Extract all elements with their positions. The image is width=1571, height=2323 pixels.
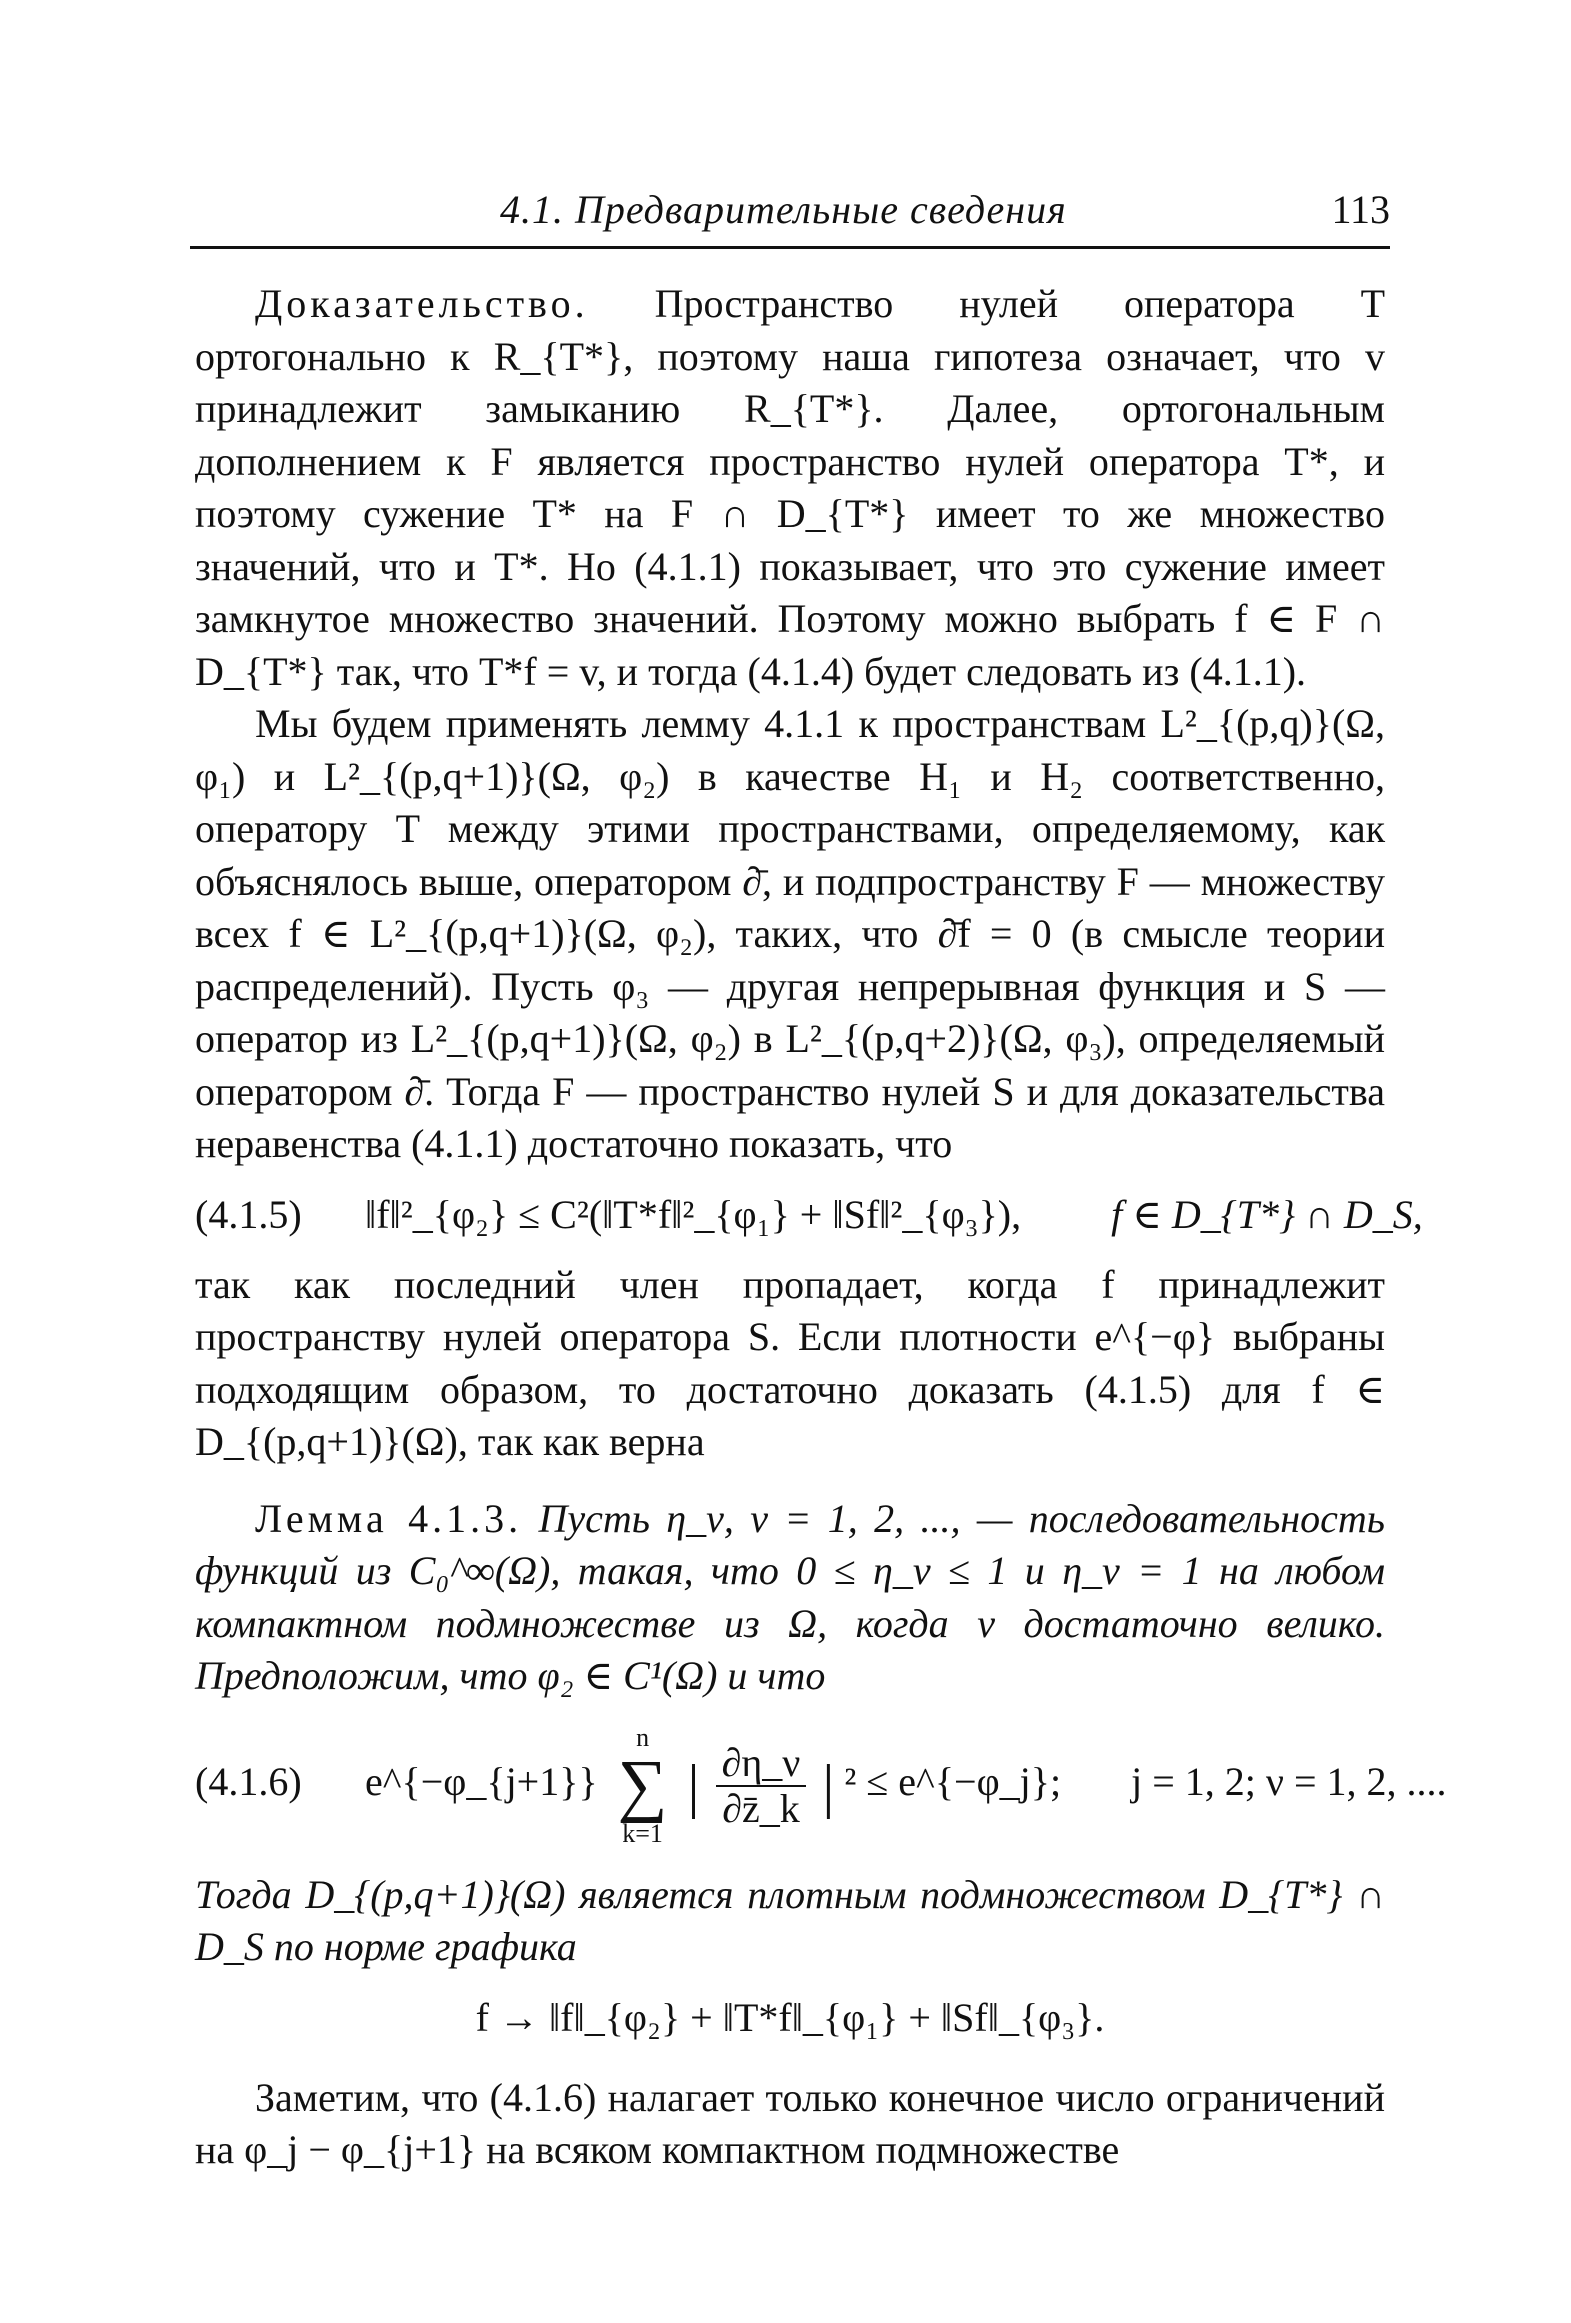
sigma-icon: ∑ [617,1746,668,1824]
proof-paragraph [195,278,1385,698]
sum-lower-limit: k=1 [622,1818,663,1848]
summation-symbol [617,1722,668,1848]
proof-lead: Доказательство. [255,281,589,326]
equation-rest: ² ≤ e^{−φ_j}; [844,1758,1062,1804]
equation-label: (4.1.5) [195,1191,302,1237]
partial-fraction [716,1741,807,1831]
graph-norm-formula: f → ‖f‖_{φ₂} + ‖T*f‖_{φ₁} + ‖Sf‖_{φ₃}. [475,1994,1105,2040]
equation-4-1-5 [195,1185,1423,1245]
sum-upper-limit: n [636,1722,650,1752]
lemma-paragraph [195,1493,1385,1703]
lemma-conclusion: Тогда D_{(p,q+1)}(Ω) является плотным подмножеством D_{T*} ∩ D_S по норме графика [195,1871,1385,1969]
lemma-lead: Лемма 4.1.3. [255,1495,523,1541]
equation-tail: j = 1, 2; ν = 1, 2, .... [1131,1758,1447,1804]
equation-4-1-6: (4.1.6) e^{−φ_{j+1}} n ∑ k=1 | $\frac{\partial\eta\_\nu}{\partial z̄\_k}$ | ² ≤ e^{−φ_j}; j = 1, 2; ν = 1, 2, .... [195,1722,1447,1848]
remark-paragraph: Заметим, что (4.1.6) налагает только конечное число ограничений на φ_j − φ_{j+1} на всяком компактном подмножестве [195,2074,1385,2172]
equation-formula: ‖f‖²_{φ₂} ≤ C²(‖T*f‖²_{φ₁} + ‖Sf‖²_{φ₃}), [365,1191,1022,1237]
lemma-text: Пусть η_ν, ν = 1, 2, ..., — последовательность функций из C₀^∞(Ω), такая, что 0 ≤ η_ν ≤ 1 и η_ν = 1 на любом компактном подмножестве из Ω, когда ν достаточно велико. Предположим, что φ₂ ∈ C¹(Ω) и что [195,1495,1385,1698]
equation-prefix: e^{−φ_{j+1}} [365,1758,598,1804]
page-body [195,278,1447,2177]
proof-text: Пространство нулей оператора T ортогонально к R_{T*}, поэтому наша гипотеза означает, что v принадлежит замыканию R_{T*}. Далее, ортогональным дополнением к F является пространство нулей оператора T*, и поэтому сужение T* на F ∩ D_{T*} имеет то же множество значений, что и T*. Но (4.1.1) показывает, что это сужение имеет замкнутое множество значений. Поэтому можно выбрать f ∈ F ∩ D_{T*} так, что T*f = v, и тогда (4.1.4) будет следовать из (4.1.1). [195,281,1385,694]
page-header [190,186,1390,246]
fraction-denominator: ∂z̄_k [722,1785,800,1831]
density-paragraph: так как последний член пропадает, когда f принадлежит пространству нулей оператора S. Если плотности e^{−φ} выбраны подходящим образом, то достаточно доказать (4.1.5) для f ∈ D_{(p,q+1)}(Ω), так как верна [195,1261,1385,1464]
fraction-numerator: ∂η_ν [716,1741,807,1787]
running-title: 4.1. Предварительные сведения [500,187,1067,232]
header-rule [190,246,1390,249]
equation-condition: f ∈ D_{T*} ∩ D_S, [1111,1191,1423,1237]
application-paragraph: Мы будем применять лемму 4.1.1 к пространствам L²_{(p,q)}(Ω, φ₁) и L²_{(p,q+1)}(Ω, φ₂) в качестве H₁ и H₂ соответственно, оператору T между этими пространствами, определяемому, как объяснялось выше, оператором ∂̄, и подпространству F — множеству всех f ∈ L²_{(p,q+1)}(Ω, φ₂), таких, что ∂̄f = 0 (в смысле теории распределений). Пусть φ₃ — другая непрерывная функция и S — оператор из L²_{(p,q+1)}(Ω, φ₂) в L²_{(p,q+2)}(Ω, φ₃), определяемый оператором ∂̄. Тогда F — пространство нулей S и для доказательства неравенства (4.1.1) достаточно показать, что [195,701,1385,1166]
equation-label: (4.1.6) [195,1758,302,1804]
page-number: 113 [1331,187,1390,232]
